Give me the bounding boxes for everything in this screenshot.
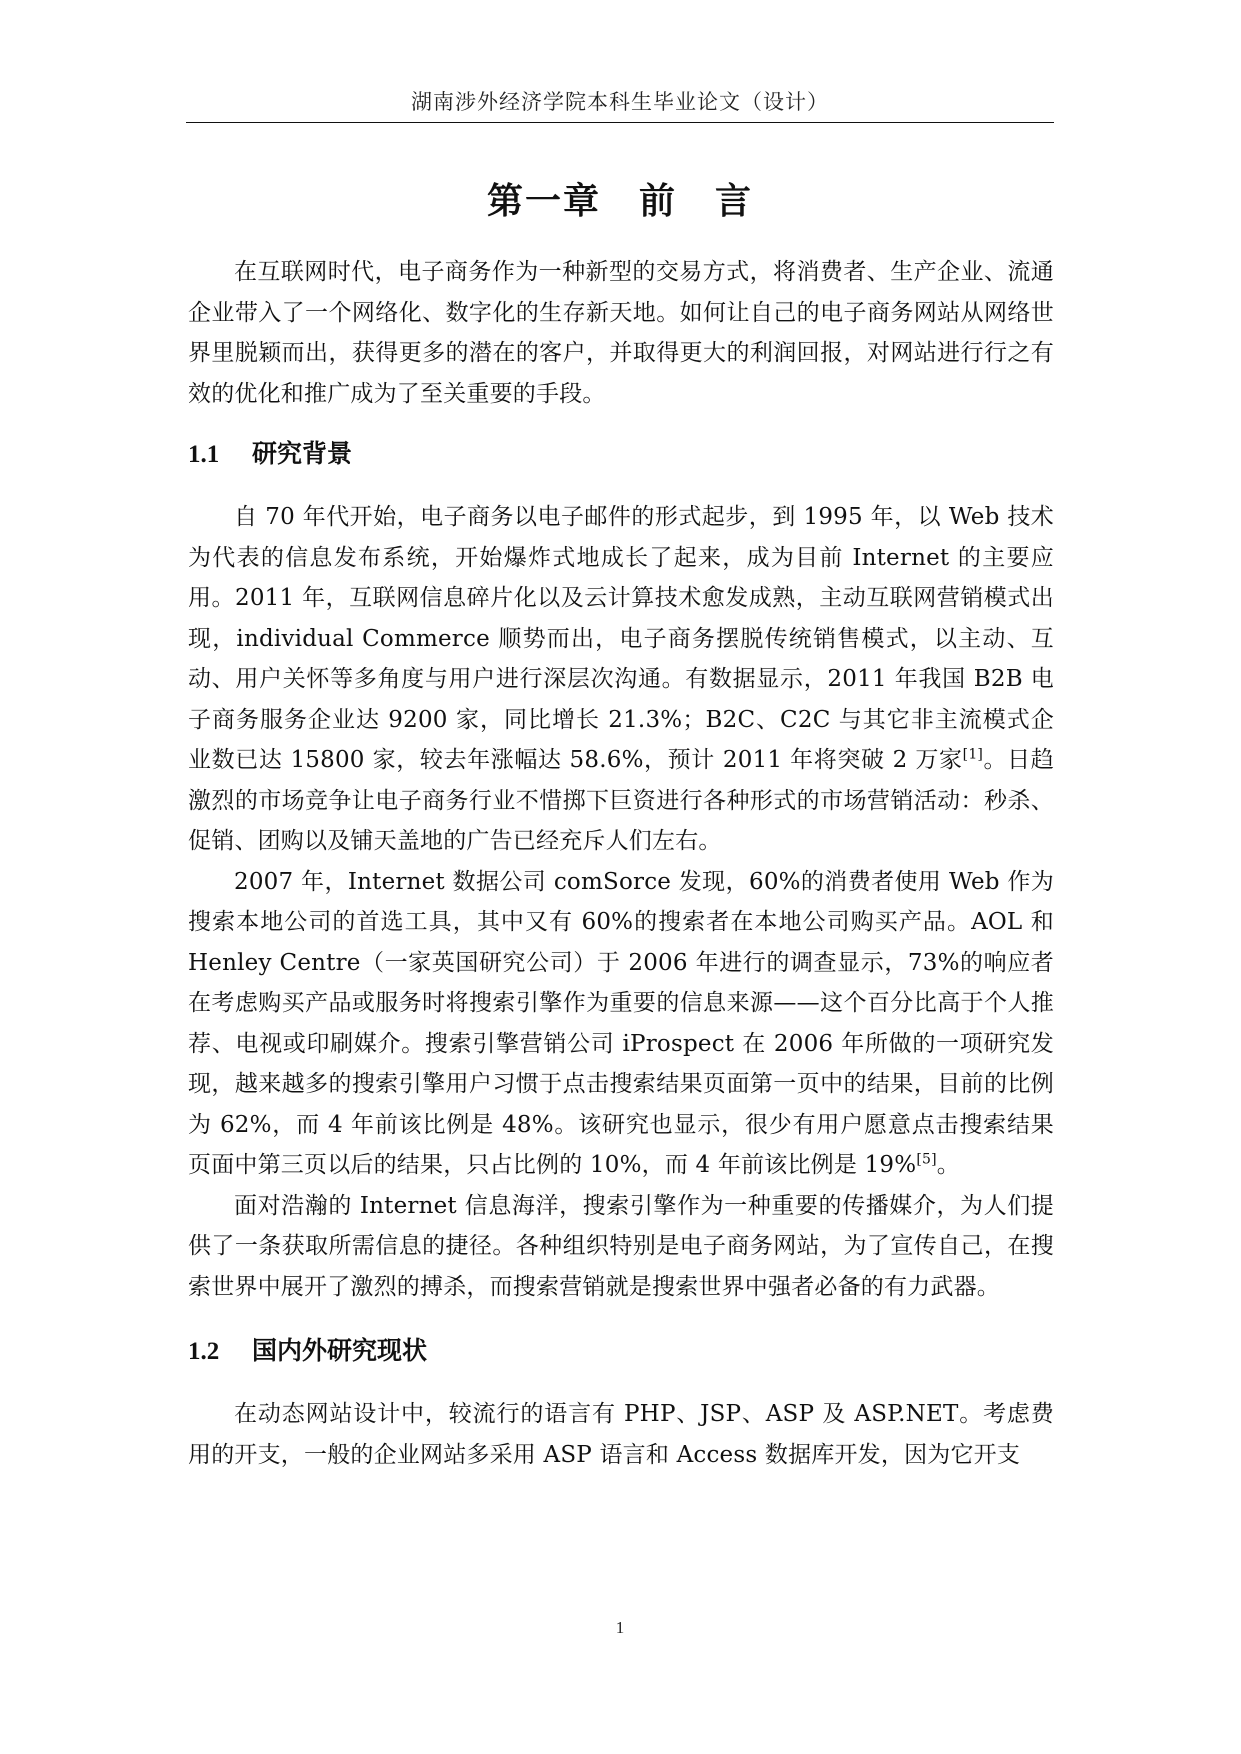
citation-ref: [5] (916, 1151, 937, 1168)
running-header: 湖南涉外经济学院本科生毕业论文（设计） (411, 90, 829, 114)
background-paragraph-3: 面对浩瀚的 Internet 信息海洋，搜索引擎作为一种重要的传播媒介，为人们提供了一条获取所需信息的捷径。各种组织特别是电子商务网站，为了宣传自己，在搜索世界中展开了激烈的搏杀，而搜索营销就是搜索世界中强者必备的有力武器。 (188, 1192, 1054, 1300)
page-number: 1 (615, 1618, 625, 1637)
background-paragraph-2 (188, 862, 1054, 1186)
paragraph-text-tail: 。日趋激烈的市场竞争让电子商务行业不惜掷下巨资进行各种形式的市场营销活动：秒杀、促销、团购以及铺天盖地的广告已经充斥人们左右。 (188, 747, 1054, 854)
intro-paragraph: 在互联网时代，电子商务作为一种新型的交易方式，将消费者、生产企业、流通企业带入了一个网络化、数字化的生存新天地。如何让自己的电子商务网站从网络世界里脱颖而出，获得更多的潜在的客户，并取得更大的利润回报，对网站进行行之有效的优化和推广成为了至关重要的手段。 (188, 259, 1054, 407)
section-heading-1-1 (188, 434, 1054, 475)
status-paragraph-1: 在动态网站设计中，较流行的语言有 PHP、JSP、ASP 及 ASP.NET。考虑费用的开支，一般的企业网站多采用 ASP 语言和 Access 数据库开发，因为它开支 (188, 1401, 1054, 1468)
section-title: 研究背景 (252, 439, 353, 468)
section-number: 1.1 (188, 441, 220, 468)
section-title: 国内外研究现状 (252, 1336, 428, 1365)
citation-ref: [1] (962, 746, 984, 763)
paragraph-text: 自 70 年代开始，电子商务以电子邮件的形式起步，到 1995 年，以 Web 技术为代表的信息发布系统，开始爆炸式地成长了起来，成为目前 Internet 的主要应用。2011 年，互联网信息碎片化以及云计算技术愈发成熟，主动互联网营销模式出现，individual Commerce 顺势而出，电子商务摆脱传统销售模式，以主动、互动、用户关怀等多角度与用户进行深层次沟通。有数据显示，2011 年我国 B2B 电子商务服务企业达 9200 家，同比增长 21.3%；B2C、C2C 与其它非主流模式企业数已达 15800 家，较去年涨幅达 58.6%，预计 2011 年将突破 2 万家 (188, 504, 1054, 773)
body-text (188, 252, 1054, 1475)
section-number: 1.2 (188, 1338, 220, 1365)
paragraph-text: 2007 年，Internet 数据公司 comSorce 发现，60%的消费者使用 Web 作为搜索本地公司的首选工具，其中又有 60%的搜索者在本地公司购买产品。AOL 和 Henley Centre（一家英国研究公司）于 2006 年进行的调查显示，73%的响应者在考虑购买产品或服务时将搜索引擎作为重要的信息来源——这个百分比高于个人推荐、电视或印刷媒介。搜索引擎营销公司 iProspect 在 2006 年所做的一项研究发现，越来越多的搜索引擎用户习惯于点击搜索结果页面第一页中的结果，目前的比例为 62%，而 4 年前该比例是 48%。该研究也显示，很少有用户愿意点击搜索结果页面中第三页以后的结果，只占比例的 10%，而 4 年前该比例是 19% (188, 868, 1054, 1178)
background-paragraph-1 (188, 497, 1054, 862)
chapter-title: 第一章 前 言 (486, 181, 753, 222)
section-heading-1-2 (188, 1331, 1054, 1372)
paragraph-text-tail: 。 (936, 1152, 960, 1178)
header-rule (186, 122, 1054, 123)
